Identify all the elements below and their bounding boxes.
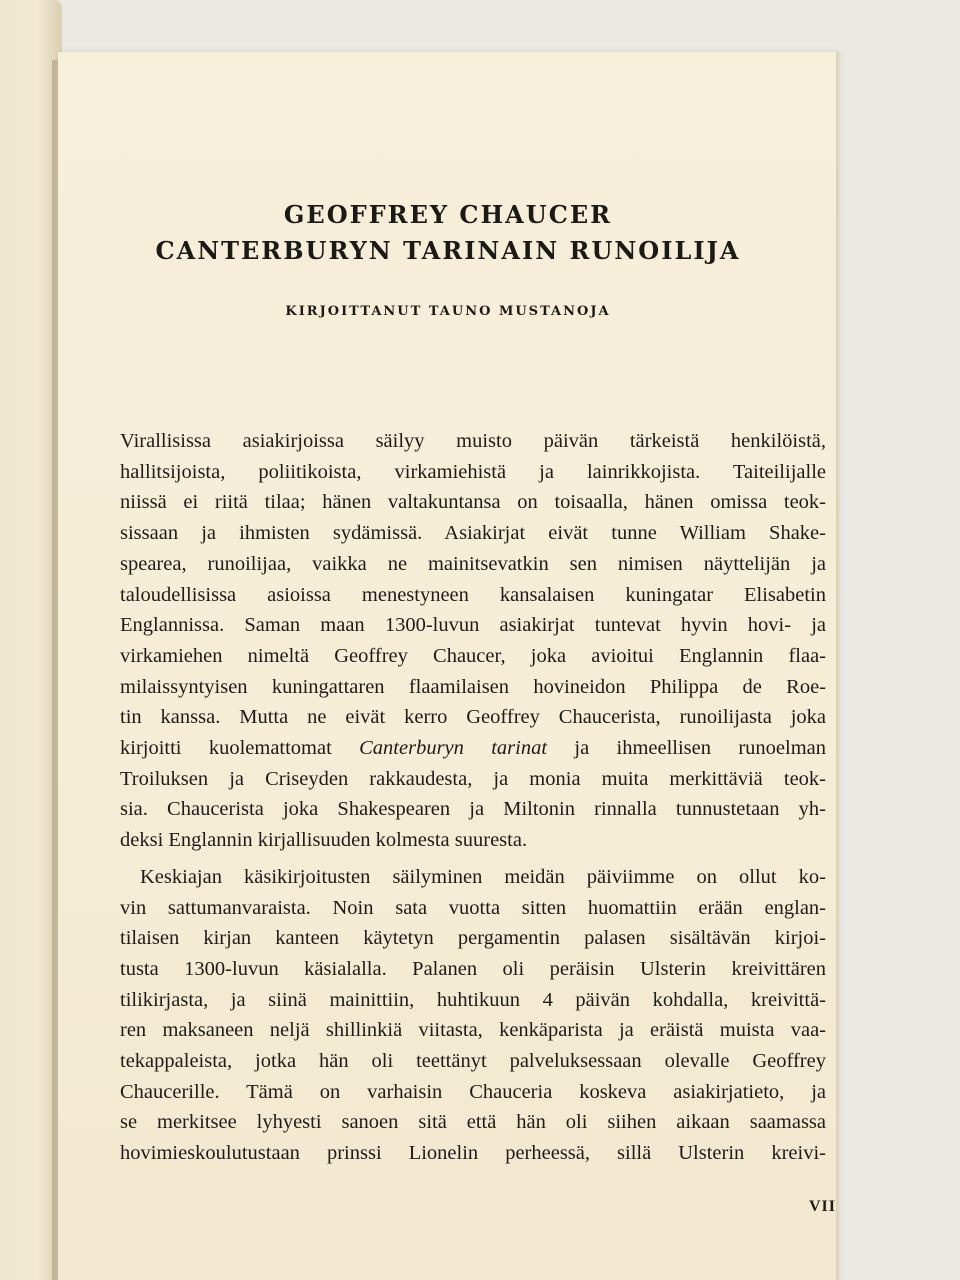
body-text bbox=[120, 426, 826, 1169]
text-line: tilikirjasta, ja siinä mainittiin, huhtikuun 4 päivän kohdalla, kreivittä- bbox=[120, 988, 826, 1011]
text-line: tilaisen kirjan kanteen käytetyn pergamentin palasen sisältävän kirjoi- bbox=[120, 927, 826, 950]
text-line-with-title bbox=[120, 733, 826, 764]
text-line: ren maksaneen neljä shillinkiä viitasta, kenkäparista ja eräistä muista vaa- bbox=[120, 1019, 826, 1042]
text-line: niissä ei riitä tilaa; hänen valtakuntansa on toisaalla, hänen omissa teok- bbox=[120, 491, 826, 514]
text-line: virkamiehen nimeltä Geoffrey Chaucer, joka avioitui Englannin flaa- bbox=[120, 644, 826, 667]
text-line: se merkitsee lyhyesti sanoen sitä että hän oli siihen aikaan saamassa bbox=[120, 1111, 826, 1134]
text-fragment: ja ihmeellisen runoelman bbox=[547, 737, 826, 760]
chapter-byline: KIRJOITTANUT TAUNO MUSTANOJA bbox=[285, 304, 611, 319]
book-title-italic: Canterburyn tarinat bbox=[359, 737, 548, 760]
text-line: Englannissa. Saman maan 1300-luvun asiakirjat tuntevat hyvin hovi- ja bbox=[120, 614, 826, 637]
text-line: taloudellisissa asioissa menestyneen kansalaisen kuningatar Elisabetin bbox=[120, 583, 826, 606]
paragraph-2 bbox=[120, 862, 826, 1169]
text-line: tin kanssa. Mutta ne eivät kerro Geoffrey Chaucerista, runoilijasta joka bbox=[120, 706, 826, 729]
text-line: milaissyntyisen kuningattaren flaamilaisen hovineidon Philippa de Roe- bbox=[120, 675, 826, 698]
book-page bbox=[58, 52, 838, 1280]
chapter-title-line-1: GEOFFREY CHAUCER bbox=[283, 200, 613, 229]
paragraph-1 bbox=[120, 426, 826, 856]
text-line: Keskiajan käsikirjoitusten säilyminen meidän päiviimme on ollut ko- bbox=[140, 865, 826, 888]
text-line: tusta 1300-luvun käsialalla. Palanen oli peräisin Ulsterin kreivittären bbox=[120, 957, 826, 980]
page-number: VII bbox=[808, 1198, 836, 1215]
text-line: spearea, runoilijaa, vaikka ne mainitsevatkin sen nimisen näyttelijän ja bbox=[120, 552, 826, 575]
text-line: tekappaleista, jotka hän oli teettänyt palveluksessaan olevalle Geoffrey bbox=[120, 1050, 826, 1073]
text-line: Chaucerille. Tämä on varhaisin Chauceria koskeva asiakirjatieto, ja bbox=[120, 1080, 826, 1103]
text-line: sissaan ja ihmisten sydämissä. Asiakirjat eivät tunne William Shake- bbox=[120, 522, 826, 545]
text-fragment: kirjoitti kuolemattomat bbox=[120, 737, 360, 760]
text-line: deksi Englannin kirjallisuuden kolmesta suuresta. bbox=[120, 829, 528, 852]
text-line: vin sattumanvaraista. Noin sata vuotta sitten huomattiin erään englan- bbox=[120, 896, 826, 919]
text-line: Troiluksen ja Criseyden rakkaudesta, ja monia muita merkittäviä teok- bbox=[120, 767, 826, 790]
text-line: Virallisissa asiakirjoissa säilyy muisto päivän tärkeistä henkilöistä, bbox=[120, 430, 826, 452]
text-line: sia. Chaucerista joka Shakespearen ja Miltonin rinnalla tunnustetaan yh- bbox=[120, 798, 826, 821]
chapter-title-line-2: CANTERBURYN TARINAIN RUNOILIJA bbox=[155, 236, 741, 265]
page-edge bbox=[836, 52, 842, 1280]
text-line: hovimieskoulutustaan prinssi Lionelin perheessä, sillä Ulsterin kreivi- bbox=[120, 1142, 826, 1165]
text-line: hallitsijoista, poliitikoista, virkamiehistä ja lainrikkojista. Taiteilijalle bbox=[120, 460, 826, 483]
